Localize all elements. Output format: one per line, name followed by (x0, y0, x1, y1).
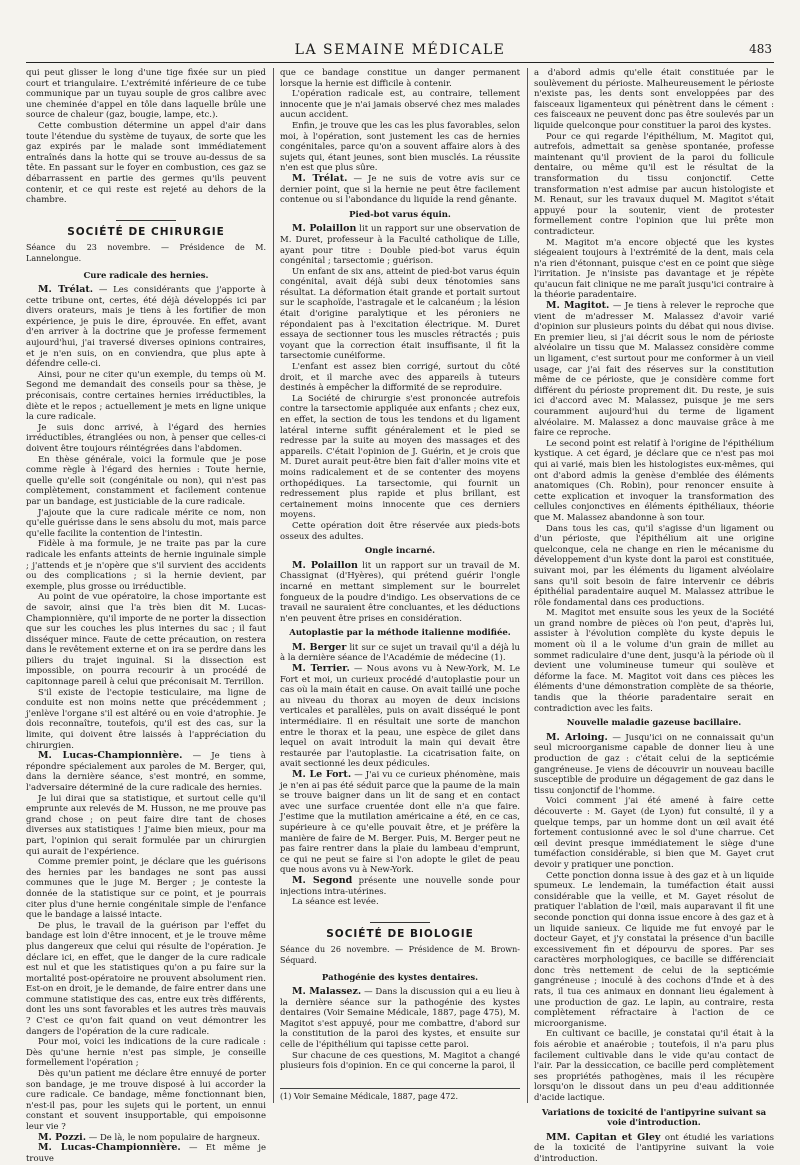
speech-text: lit un rapport sur une observation de M. Duret, professeur à la Faculté catholique de Lille, ayant pour titre : Double pied-bot varus équin congénital ; tarsectomie ; guérison. (280, 224, 520, 267)
speaker: M. Polaillon (292, 223, 357, 235)
paragraph (534, 301, 774, 439)
speech-text: — Dans la discussion qui a eu lieu à la dernière séance sur la pathogénie des kystes dentaires (Voir Semaine Médicale, 1887, page 475), M. Magitot s'est appuyé, pour me combattre, d'abord sur la constitution de la paroi des kystes, et ensuite sur celle de l'épithélium qui tapisse cette paroi. (280, 987, 521, 1051)
paragraph: Dans tous les cas, qu'il s'agisse d'un ligament ou d'un périoste, que l'épithélium ait une origine quelconque, cela ne change en rien le mécanisme du développement d'un kyste dont la paroi est constituée, suivant moi, par les éléments du ligament alvéolaire sans qu'il soit besoin de faire intervenir ce débris épithélial paradentaire auquel M. Malassez attribue le rôle fondamental dans ces productions. (534, 523, 774, 608)
footnote: (1) Voir Semaine Médicale, 1887, page 472. (280, 1088, 520, 1101)
paragraph (280, 664, 520, 770)
paragraph: Je suis donc arrivé, à l'égard des hernies irréductibles, étranglées ou non, à penser que celles-ci doivent être toujours réintégrées dans l'abdomen. (26, 422, 266, 454)
speech-text: — Je tiens à répondre spécialement aux paroles de M. Berger, qui, dans la dernière séance, s'est montré, en somme, l'adversaire déterminé de la cure radicale des hernies. (26, 751, 266, 793)
page-header (26, 42, 774, 60)
paragraph: S'il existe de l'ectopie testiculaire, ma ligne de conduite est non moins nette que précédemment ; j'enlève l'organe s'il est altéré ou en voie d'atrophie. Je dois reconnaître, toutefois, qu'il est des cas, sur la limite, qui doivent être laissés à l'appréciation du chirurgien. (26, 687, 266, 751)
header-rule (26, 62, 774, 63)
paragraph: M. Magitot met ensuite sous les yeux de la Société un grand nombre de pièces où l'on peut, d'après lui, assister à l'évolution complète du kyste depuis le moment où il a le volume d'un grain de millet au sommet radiculaire d'une dent, jusqu'à la période où il devient une volumineuse tumeur qui soulève et déforme la face. M. Magitot voit dans ces pièces les éléments d'une démonstration complète de sa théorie, tandis que la théorie paradentaire serait en contradiction avec les faits. (534, 608, 774, 714)
column-divider (527, 68, 528, 1103)
speech-text: — Et même je trouve (26, 1143, 266, 1164)
column-1 (26, 68, 266, 1164)
paragraph: M. Magitot m'a encore objecté que les kystes siégeaient toujours à l'extrémité de la dent, mais cela n'a rien d'étonnant, puisque c'est en ce point que siège l'irritation. Je n'insiste pas davantage et je répète qu'aucun fait clinique ne me paraît jusqu'ici contraire à la théorie paradentaire. (534, 237, 774, 301)
session-line: Séance du 26 novembre. — Présidence de M. Brown-Séquard. (280, 945, 520, 965)
speaker: M. Pozzi. (38, 1131, 87, 1143)
paragraph: Cette ponction donna issue à des gaz et à un liquide spumeux. Le lendemain, la tuméfaction était aussi considérable que la veille, et M. Gayet résolut de pratiquer l'ablation de l'œil, mais auparavant il fit une seconde ponction qui donna issue encore à des gaz et à un liquide sanieux. Ce liquide me fut envoyé par le docteur Gayet, et j'y constatai la présence d'un bacille excessivement fin et dépourvu de spores. Par ses caractères morphologiques, ce bacille se différenciait donc très nettement de celui de la septicémie gangréneuse ; inoculé à des cochons d'Inde et à des rats, il tua ces animaux en donnant lieu également à une production de gaz. Le lapin, au contraire, resta complètement réfractaire à l'action de ce microorganisme. (534, 870, 774, 1029)
paragraph: Voici comment j'ai été amené à faire cette découverte : M. Gayet (de Lyon) fut consulté, il y a quelque temps, par un homme dont un œil avait été fortement contusionné avec le sol d'une charrue. Cet œil devint presque immédiatement le siège d'une tuméfaction considérable, si bien que M. Gayet crut devoir y pratiquer une ponction. (534, 796, 774, 870)
paragraph: Le second point est relatif à l'origine de l'épithélium kystique. A cet égard, je déclare que ce n'est pas moi qui ai varié, mais bien les histologistes eux-mêmes, qui ont d'abord admis la genèse d'emblée des éléments anatomiques (Ch. Robin), pour renoncer ensuite à cette explication et invoquer la transformation des cellules conjonctives en éléments épithéliaux, théorie que M. Malassez abandonne à son tour. (534, 438, 774, 523)
speech-text: — Jusqu'ici on ne connaissait qu'un seul microorganisme capable de donner lieu à une production de gaz : c'était celui de la septicémie gangréneuse. Je viens de découvrir un nouveau bacille susceptible de produire un dégagement de gaz dans le tissu conjonctif de l'homme. (534, 732, 775, 796)
speech-text: — Nous avons vu à New-York, M. Le Fort et moi, un curieux procédé d'autoplastie pour un cas où la main était en cause. On avait taillé une poche au niveau du thorax au moyen de deux incisions verticales et parallèles, puis on avait disséqué le pont intermédiaire. Il en résultait une sorte de manchon entre le thorax et la peau, une espèce de gilet dans lequel on avait introduit la main qui devait être restaurée par l'autoplastie. La cicatrisation faite, on avait sectionné les deux pédicules. (280, 664, 521, 770)
paragraph (280, 770, 520, 876)
subsection-title: Variations de toxicité de l'antipyrine suivant sa voie d'introduction. (541, 1107, 767, 1129)
speech-text: lit un rapport sur un travail de M. Chassignat (d'Hyères), qui prétend guérir l'ongle incarné en mettant simplement sur le bourrelet fongueux de la poudre d'indigo. Les observations de ce travail ne sauraient être concluantes, et les déductions n'en peuvent être prises en considération. (280, 560, 520, 624)
subsection-title: Pied-bot varus équin. (349, 209, 451, 220)
paragraph: Enfin, je trouve que les cas les plus favorables, selon moi, à l'opération, sont justement les cas de hernies congénitales, parce qu'on a souvent affaire alors à des sujets qui, étant jeunes, sont bien musclés. La réussite n'en est que plus sûre. (280, 120, 520, 174)
paragraph (26, 1143, 266, 1164)
speaker: MM. Capitan et Gley (546, 1131, 661, 1143)
column-3 (534, 68, 775, 1164)
paragraph: Ainsi, pour ne citer qu'un exemple, du temps où M. Segond me demandait des conseils pour sa thèse, je préconisais, contre certaines hernies irréductibles, la diète et le repos ; actuellement je mets en ligne unique la cure radicale. (26, 369, 266, 423)
paragraph: Sur chacune de ces questions, M. Magitot a changé plusieurs fois d'opinion. En ce qui concerne la paroi, il (280, 1050, 520, 1072)
paragraph (280, 224, 520, 266)
paragraph: De plus, le travail de la guérison par l'effet du bandage est loin d'être innocent, et je le trouve même plus dangereux que celui qui résulte de l'opération. Je déclare ici, en effet, que le danger de la cure radicale est nul et que les statistiques qu'on a pu faire sur la mortalité post-opératoire ne prouvent absolument rien. Est-on en droit, je le demande, de faire entrer dans une commune statistique des cas, entre eux très différents, dont les uns sont favorables et les autres très mauvais ? C'est ce qu'on fait quand on veut démontrer les dangers de l'opération de la cure radicale. (26, 920, 266, 1037)
subsection-title: Cure radicale des hernies. (83, 270, 209, 281)
speaker: M. Arloing. (546, 731, 608, 743)
speaker: M. Lucas-Championnière. (38, 1142, 181, 1154)
speaker: M. Malassez. (292, 986, 362, 998)
speaker: M. Trélat. (292, 172, 348, 184)
section-title: SOCIÉTÉ DE BIOLOGIE (280, 922, 520, 940)
speaker: M. Berger (292, 641, 347, 653)
speech-text: présente une nouvelle sonde pour injections intra-utérines. (280, 875, 520, 897)
paragraph: En cultivant ce bacille, je constatai qu'il était à la fois aérobie et anaérobie ; toutefois, il n'a paru plus facilement cultivable dans le vide qu'au contact de l'air. Par la dessiccation, ce bacille perd complètement ses propriétés pathogènes, mais il les récupère lorsqu'on le dissout dans un peu d'eau additionnée d'acide lactique. (534, 1029, 774, 1103)
running-title: LA SEMAINE MÉDICALE (294, 42, 506, 58)
subsection-title: Nouvelle maladie gazeuse bacillaire. (566, 718, 742, 729)
speaker: M. Terrier. (292, 663, 350, 675)
speaker: M. Polaillon (292, 559, 358, 571)
speaker: M. Lucas-Championnière. (38, 750, 183, 762)
session-line: Séance du 23 novembre. — Présidence de M. Lannelongue. (26, 243, 266, 263)
paragraph (280, 174, 520, 206)
paragraph: Pour moi, voici les indications de la cure radicale : Dès qu'une hernie n'est pas simple, je conseille formellement l'opération ; (26, 1037, 266, 1069)
speech-text: — J'ai vu ce curieux phénomène, mais je n'en ai pas été séduit parce que la paume de la main se trouve baigner dans un lit de sang et en contact avec une surface cruentée dont elle n'a que faire. J'estime que la mutilation américaine a été, en ce cas, supérieure à ce qu'elle pouvait être, et je préfère la manière de faire de M. Berger. Puis, M. Berger peut ne pas faire rentrer dans la plaie du lambeau d'emprunt, ce qui ne peut se faire si l'on adopte le gilet de peau que nous avons vu à New-York. (280, 770, 520, 876)
speaker: M. Magitot. (546, 300, 610, 312)
speech-text: — Je ne suis de votre avis sur ce dernier point, que si la hernie ne peut être facilement contenue ou si l'abondance du liquide la rend gênante. (280, 173, 520, 206)
paragraph: En thèse générale, voici la formule que je pose comme règle à l'égard des hernies : Toute hernie, quelle qu'elle soit (congénitale ou non), qui n'est pas complètement, constamment et facilement contenue par un bandage, est justiciable de la cure radicale. (26, 454, 266, 507)
paragraph: a d'abord admis qu'elle était constituée par le soulèvement du périoste. Malheureusement le périoste n'existe pas, les dents sont enveloppées par des faisceaux ligamenteux qui pénètrent dans le cément : ces faisceaux ne peuvent donc pas être soulevés par un liquide quelconque pour constituer la paroi des kystes. (534, 68, 774, 131)
paragraph: Un enfant de six ans, atteint de pied-bot varus équin congénital, avait déjà subi deux ténotomies sans résultat. La déformation était grande et portait surtout sur le scaphoïde, l'astragale et le calcanéum ; la lésion était d'origine paralytique et les péroniers ne répondaient pas à l'excitation électrique. M. Duret essaya de sectionner tous les muscles rétractés ; puis voyant que la correction était insuffisante, il fit la tarsectomie cunéiforme. (280, 266, 520, 362)
paragraph (280, 876, 520, 897)
paragraph: Cette combustion détermine un appel d'air dans toute l'étendue du système de tuyaux, de sorte que les gaz expirés par le malade sont immédiatement entraînés dans la hotte qui se trouve au-dessus de sa tête. En passant sur le foyer en combustion, ces gaz se débarrassent en partie des germes qu'ils peuvent contenir, et ce qui reste est rejeté au dehors de la chambre. (26, 120, 266, 206)
paragraph (534, 733, 774, 797)
paragraph: L'enfant est assez bien corrigé, surtout du côté droit, et il marche avec des appareils à tuteurs destinés à empêcher la difformité de se reproduire. (280, 362, 520, 394)
subsection-title: Ongle incarné. (364, 546, 436, 557)
paragraph (280, 643, 520, 664)
section-title: SOCIÉTÉ DE CHIRURGIE (26, 220, 266, 238)
subsection-title: Autoplastie par la méthode italienne modifiée. (289, 628, 511, 639)
paragraph: qui peut glisser le long d'une tige fixée sur un pied court et triangulaire. L'extrémité inférieure de ce tube communique par un tuyau souple de gros calibre avec une cheminée d'appel en tôle dans laquelle brûle une source de chaleur (gaz, bougie, lampe, etc.). (26, 68, 266, 121)
paragraph: Au point de vue opératoire, la chose importante est de savoir, ainsi que l'a très bien dit M. Lucas-Championnière, qu'il importe de ne porter la dissection que sur les couches les plus internes du sac ; il faut disséquer mince. Faute de cette précaution, on restera dans le revêtement externe et on ira se perdre dans les piliers du trajet inguinal. Si la dissection est impossible, on pourra recourir à un procédé de capitonnage pareil à celui que préconisait M. Terrillon. (26, 592, 266, 688)
paragraph: J'ajoute que la cure radicale mérite ce nom, non qu'elle guérisse dans le sens absolu du mot, mais parce qu'elle facilite la contention de l'intestin. (26, 507, 266, 539)
paragraph (26, 285, 266, 370)
speech-text: ont étudié les variations de la toxicité de l'antipyrine suivant la voie d'introduction. (534, 1132, 774, 1164)
speech-text: lit sur ce sujet un travail qu'il a déjà lu à la dernière séance de l'Académie de médecine (1). (280, 642, 520, 664)
paragraph: Fidèle à ma formule, je ne traite pas par la cure radicale les enfants atteints de hernie inguinale simple ; j'attends et je n'opère que s'il survient des accidents ou des complications ; si la hernie devient, par exemple, plus grosse ou irréductible. (26, 539, 266, 592)
speaker: M. Trélat. (38, 284, 94, 296)
paragraph: Je lui dirai que sa statistique, et surtout celle qu'il emprunte aux relevés de M. Husson, ne me prouve pas grand chose ; on peut faire dire tant de choses diverses aux statistiques ! J'aime bien mieux, pour ma part, l'opinion qui serait formulée par un chirurgien qui aurait de l'expérience. (26, 793, 266, 857)
subsection-title: Pathogénie des kystes dentaires. (321, 972, 479, 983)
paragraph (534, 1133, 774, 1165)
paragraph: La séance est levée. (292, 897, 379, 908)
paragraph: La Société de chirurgie s'est prononcée autrefois contre la tarsectomie appliquée aux enfants ; chez eux, en effet, la section de tous les tendons et du ligament latéral interne suffit généralement et le pied se redresse par la suite au moyen des massages et des appareils. C'était l'opinion de J. Guérin, et je crois que M. Duret aurait peut-être bien fait d'aller moins vite et moins radicalement et de se contenter des moyens orthopédiques. La tarsectomie, qui fournit un redressement plus rapide et plus brillant, est certainement moins innocente que ces derniers moyens. (280, 393, 520, 521)
paragraph: Cette opération doit être réservée aux pieds-bots osseux des adultes. (280, 520, 520, 542)
speech-text: — Je tiens à relever le reproche que vient de m'adresser M. Malassez d'avoir varié d'opinion sur plusieurs points du débat qui nous divise. En premier lieu, si j'ai décrit sous le nom de périoste alvéolaire un tissu que M. Malassez considère comme un ligament, c'est surtout pour me conformer à un vieil usage, car j'ai fait des réserves sur la constitution même de ce périoste, que je considère comme fort différent du périoste proprement dit. Du reste, je suis ici d'accord avec M. Malassez, puisque je me sers couramment aujourd'hui du terme de ligament alvéolaire. M. Malassez a donc mauvaise grâce à me faire ce reproche. (534, 301, 775, 439)
speaker: M. Segond (292, 874, 353, 886)
paragraph: Comme premier point, je déclare que les guérisons des hernies par les bandages ne sont pas aussi communes que le juge M. Berger ; je conteste la donnée de la statistique sur ce point, et je pourrais citer plus d'une hernie congénitale simple de l'enfance que le bandage a laissé intacte. (26, 857, 266, 921)
paragraph: Dès qu'un patient me déclare être ennuyé de porter son bandage, je me trouve disposé à lui accorder la cure radicale. Ce bandage, même fonctionnant bien, n'est-il pas, pour les sujets qui le portent, un ennui constant et souvent insupportable, qui empoisonne leur vie ? (26, 1069, 266, 1132)
speaker: M. Le Fort. (292, 769, 352, 780)
paragraph: L'opération radicale est, au contraire, tellement innocente que je n'ai jamais observé chez mes malades aucun accident. (280, 89, 520, 121)
column-2 (280, 68, 520, 1108)
paragraph: Pour ce qui regarde l'épithélium, M. Magitot qui, autrefois, admettait sa genèse spontanée, professe maintenant qu'il provient de la paroi du follicule dentaire, ou même qu'il est le résultat de la transformation du tissu conjonctif. Cette transformation n'est admise par aucun histologiste et M. Renaut, sur les travaux duquel M. Magitot s'était appuyé pour la soutenir, vient de protester formellement contre l'opinion que lui prête mon contradicteur. (534, 131, 774, 237)
page-number: 483 (749, 42, 772, 56)
paragraph (26, 751, 266, 793)
paragraph (280, 987, 520, 1051)
paragraph (280, 561, 520, 625)
column-divider (273, 68, 274, 1103)
speech-text: — De là, le nom populaire de hargneux. (88, 1132, 260, 1143)
speech-text: — Les considérants que j'apporte à cette tribune ont, certes, été déjà développés ici par divers orateurs, mais je tiens à les fortifier de mon expérience, je puis le dire, éprouvée. En effet, avant d'en arriver à la doctrine que je professe fermement aujourd'hui, j'ai traversé diverses opinions contraires, et je n'en suis, on en conviendra, que plus apte à défendre celle-ci. (26, 285, 266, 370)
paragraph: que ce bandage constitue un danger permanent lorsque la hernie est difficile à contenir. (280, 68, 520, 89)
